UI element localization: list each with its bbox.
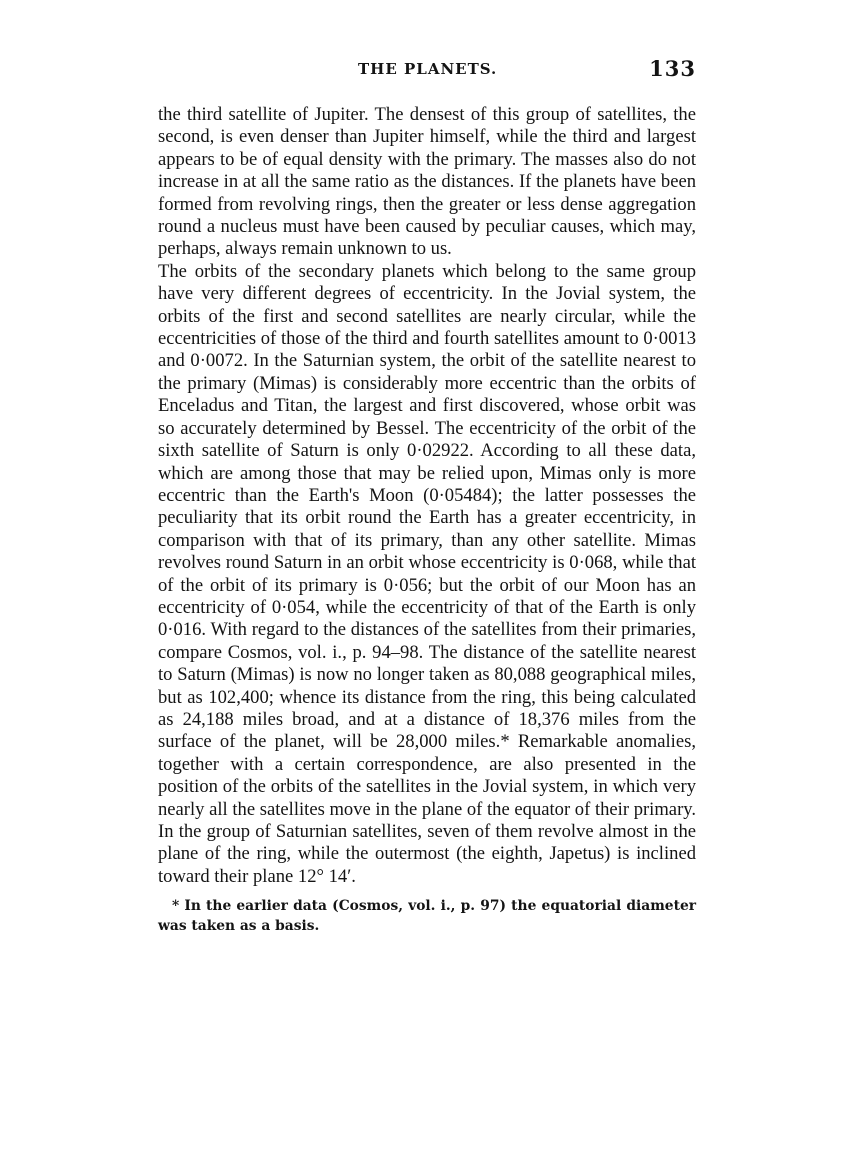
footnote (158, 896, 696, 936)
book-page (158, 56, 696, 1090)
paragraph-1: the third satellite of Jupiter. The densest of this group of satellites, the second, is even denser than Jupiter himself, while the third and largest appears to be of equal density with the primary. The masses also do not increase in at all the same ratio as the distances. If the planets have been formed from revolving rings, then the greater or less dense aggregation round a nucleus must have been caused by peculiar causes, which may, perhaps, always remain unknown to us. (158, 104, 696, 260)
footnote-text: * In the earlier data (Cosmos, vol. i., p. 97) the equatorial diameter was taken as a basis. (158, 898, 696, 935)
running-header (158, 56, 696, 104)
paragraph-2: The orbits of the secondary planets which belong to the same group have very different degrees of eccentricity. In the Jovial system, the orbits of the first and second satellites are nearly circular, while the eccentricities of those of the third and fourth satellites amount to 0·0013 and 0·0072. In the Saturnian system, the orbit of the satellite nearest to the primary (Mimas) is considerably more eccentric than the orbits of Enceladus and Titan, the largest and first discovered, whose orbit was so accurately determined by Bessel. The eccentricity of the orbit of the sixth satellite of Saturn is only 0·02922. According to all these data, which are among those that may be relied upon, Mimas only is more eccentric than the Earth's Moon (0·05484); the latter possesses the peculiarity that its orbit round the Earth has a greater eccentricity, in comparison with that of its primary, than any other satellite. Mimas revolves round Saturn in an orbit whose eccentricity is 0·068, while that of the orbit of its primary is 0·056; but the orbit of our Moon has an eccentricity of 0·054, while the eccentricity of that of the Earth is only 0·016. With regard to the distances of the satellites from their primaries, compare Cosmos, vol. i., p. 94–98. The distance of the satellite nearest to Saturn (Mimas) is now no longer taken as 80,088 geographical miles, but as 102,400; whence its distance from the ring, this being calculated as 24,188 miles broad, and at a distance of 18,376 miles from the surface of the planet, will be 28,000 miles.* Remarkable anomalies, together with a certain correspondence, are also presented in the position of the orbits of the satellites in the Jovial system, in which very nearly all the satellites move in the plane of the equator of their primary. In the group of Saturnian satellites, seven of them revolve almost in the plane of the ring, while the outermost (the eighth, Japetus) is inclined toward their plane 12° 14′. (158, 260, 696, 887)
page-number: 133 (649, 56, 696, 81)
main-text (158, 104, 696, 888)
running-title: THE PLANETS. (358, 60, 498, 78)
